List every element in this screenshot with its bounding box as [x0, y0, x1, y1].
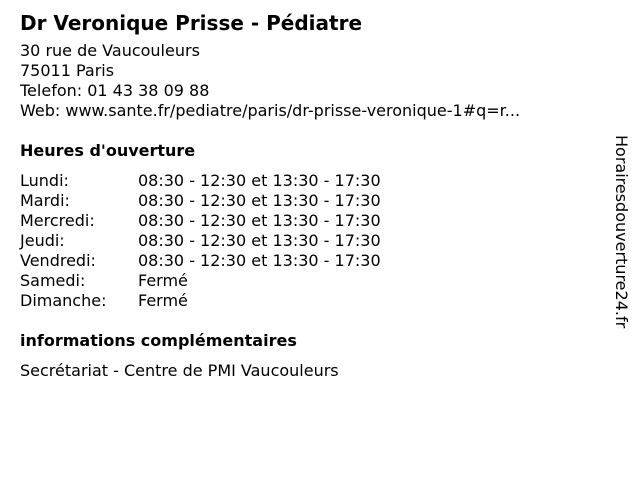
hours-row-tuesday — [20, 191, 595, 211]
hours-day: Mercredi: — [20, 211, 95, 230]
hours-time: 08:30 - 12:30 et 13:30 - 17:30 — [138, 171, 381, 190]
hours-time: Fermé — [138, 271, 188, 290]
hours-time: Fermé — [138, 291, 188, 310]
hours-day: Vendredi: — [20, 251, 96, 270]
website-line — [20, 101, 595, 121]
hours-row-friday — [20, 251, 595, 271]
additional-info-heading: informations complémentaires — [20, 331, 297, 350]
page-title: Dr Veronique Prisse - Pédiatre — [20, 11, 363, 35]
hours-time: 08:30 - 12:30 et 13:30 - 17:30 — [138, 231, 381, 250]
hours-row-sunday — [20, 291, 595, 311]
opening-hours-heading: Heures d'ouverture — [20, 141, 196, 160]
address-city: 75011 Paris — [20, 61, 115, 80]
hours-day: Lundi: — [20, 171, 69, 190]
hours-day: Jeudi: — [20, 231, 65, 250]
website-label: Web: — [20, 101, 66, 120]
hours-day: Dimanche: — [20, 291, 107, 310]
address-street: 30 rue de Vaucouleurs — [20, 41, 200, 60]
phone-number: Telefon: 01 43 38 09 88 — [20, 81, 210, 100]
site-watermark: Horairesdouverture24.fr — [612, 135, 631, 329]
hours-row-monday — [20, 171, 595, 191]
hours-row-saturday — [20, 271, 595, 291]
hours-time: 08:30 - 12:30 et 13:30 - 17:30 — [138, 191, 381, 210]
listing-card — [20, 10, 595, 381]
hours-time: 08:30 - 12:30 et 13:30 - 17:30 — [138, 211, 381, 230]
hours-day: Samedi: — [20, 271, 86, 290]
hours-row-thursday — [20, 231, 595, 251]
hours-day: Mardi: — [20, 191, 70, 210]
hours-time: 08:30 - 12:30 et 13:30 - 17:30 — [138, 251, 381, 270]
additional-info-text: Secrétariat - Centre de PMI Vaucouleurs — [20, 361, 339, 380]
website-link[interactable]: www.sante.fr/pediatre/paris/dr-prisse-veronique-1#q=r... — [65, 101, 521, 120]
hours-row-wednesday — [20, 211, 595, 231]
opening-hours-table — [20, 171, 595, 311]
